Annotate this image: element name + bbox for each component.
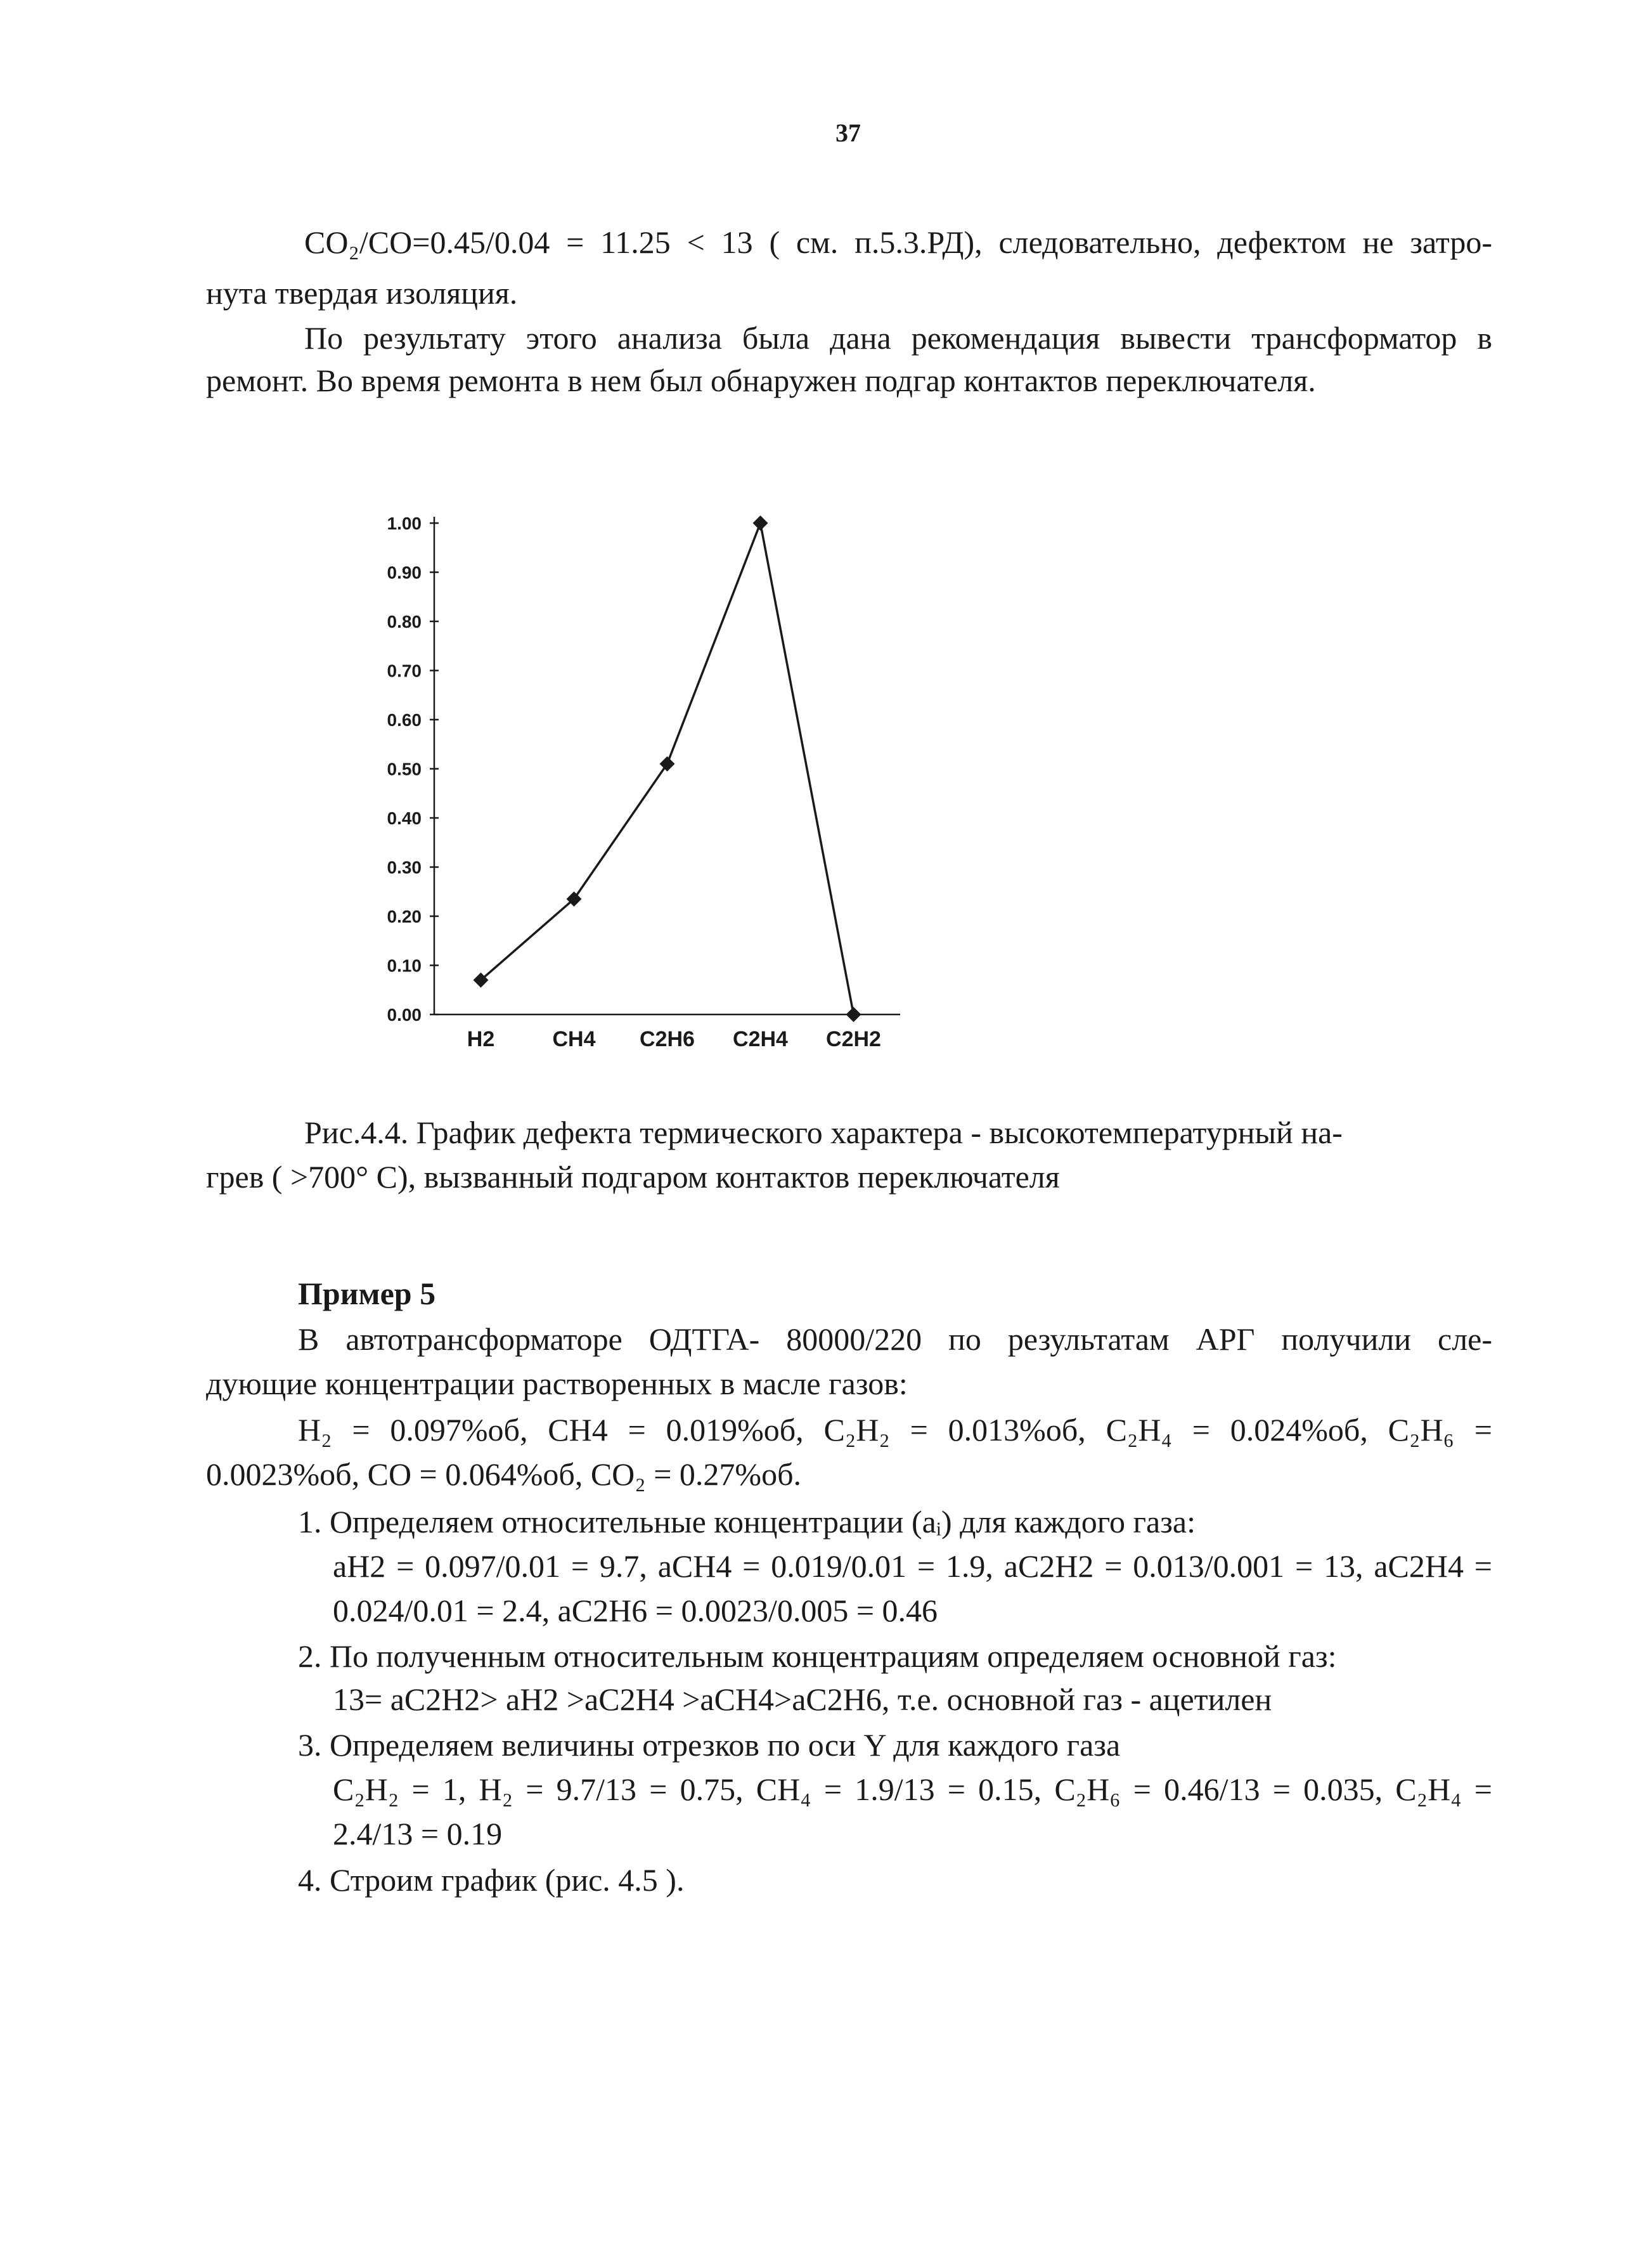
y-tick-label: 0.40: [387, 808, 422, 828]
data-point-c2h2: [846, 1007, 861, 1022]
y-tick-label: 0.10: [387, 956, 422, 976]
step-2-detail: 13= aC2H2> aH2 >aC2H4 >aCH4>aC2H6, т.е. основной газ - ацетилен: [333, 1682, 1272, 1717]
paragraph-line: По результату этого анализа была дана рекомендация вывести трансформатор в: [304, 320, 1492, 356]
data-point-c2h4: [753, 515, 768, 531]
step-3-detail: 2.4/13 = 0.19: [333, 1816, 503, 1851]
x-tick-labels: [467, 1027, 881, 1051]
x-tick-label: C2H4: [733, 1027, 788, 1051]
paragraph-line: H₂ = 0.097%об, CH4 = 0.019%об, C₂H₂ = 0.013%об, C₂H₄ = 0.024%об, C₂H₆ =: [298, 1412, 1492, 1448]
step-2: 2. По полученным относительным концентрациям определяем основной газ:: [298, 1638, 1337, 1674]
y-tick-label: 0.00: [387, 1005, 422, 1025]
x-tick-label: C2H6: [640, 1027, 695, 1051]
y-tick-label: 0.90: [387, 562, 422, 583]
step-1-detail: 0.024/0.01 = 2.4, aC2H6 = 0.0023/0.005 = 0.46: [333, 1593, 938, 1628]
series-group: [474, 515, 861, 1022]
step-1-detail: aH2 = 0.097/0.01 = 9.7, aCH4 = 0.019/0.01 = 1.9, aC2H2 = 0.013/0.001 = 13, aC2H4 =: [333, 1548, 1492, 1584]
x-tick-label: CH4: [552, 1027, 596, 1051]
data-point-c2h6: [660, 756, 675, 772]
step-1: 1. Определяем относительные концентрации (aᵢ) для каждого газа:: [298, 1504, 1196, 1539]
paragraph-line: ремонт. Во время ремонта в нем был обнаружен подгар контактов переключателя.: [206, 363, 1316, 398]
paragraph-line: В автотрансформаторе ОДТГА- 80000/220 по результатам АРГ получили сле-: [298, 1321, 1492, 1357]
paragraph-line: дующие концентрации растворенных в масле газов:: [206, 1366, 908, 1401]
step-3: 3. Определяем величины отрезков по оси Y для каждого газа: [298, 1727, 1121, 1763]
y-tick-label: 0.30: [387, 857, 422, 878]
paragraph-line: 0.0023%об, CO = 0.064%об, CO₂ = 0.27%об.: [206, 1456, 802, 1492]
figure-caption-line: грев ( >700° С), вызванный подгаром контактов переключателя: [206, 1159, 1060, 1195]
paragraph-line: CO₂/CO=0.45/0.04 = 11.25 < 13 ( см. п.5.3.РД), следовательно, дефектом не затро-: [304, 224, 1492, 260]
step-4: 4. Строим график (рис. 4.5 ).: [298, 1862, 685, 1898]
line-chart: [355, 495, 964, 1065]
y-tick-label: 0.70: [387, 661, 422, 681]
y-tick-label: 0.50: [387, 759, 422, 779]
page-number: 37: [835, 119, 861, 147]
y-tick-label: 0.20: [387, 907, 422, 926]
y-tick-label: 1.00: [387, 514, 422, 533]
y-tick-label: 0.80: [387, 612, 422, 632]
paragraph-line: нута твердая изоляция.: [206, 275, 518, 311]
y-tick-labels: [387, 514, 422, 1025]
x-tick-label: C2H2: [826, 1027, 881, 1051]
step-3-detail: C₂H₂ = 1, H₂ = 9.7/13 = 0.75, CH₄ = 1.9/13 = 0.15, C₂H₆ = 0.46/13 = 0.035, C₂H₄ =: [333, 1772, 1492, 1807]
figure-caption-line: Рис.4.4. График дефекта термического характера - высокотемпературный на-: [304, 1115, 1343, 1150]
x-tick-label: H2: [467, 1027, 495, 1051]
y-tick-label: 0.60: [387, 710, 422, 730]
section-heading: Пример 5: [298, 1276, 436, 1311]
